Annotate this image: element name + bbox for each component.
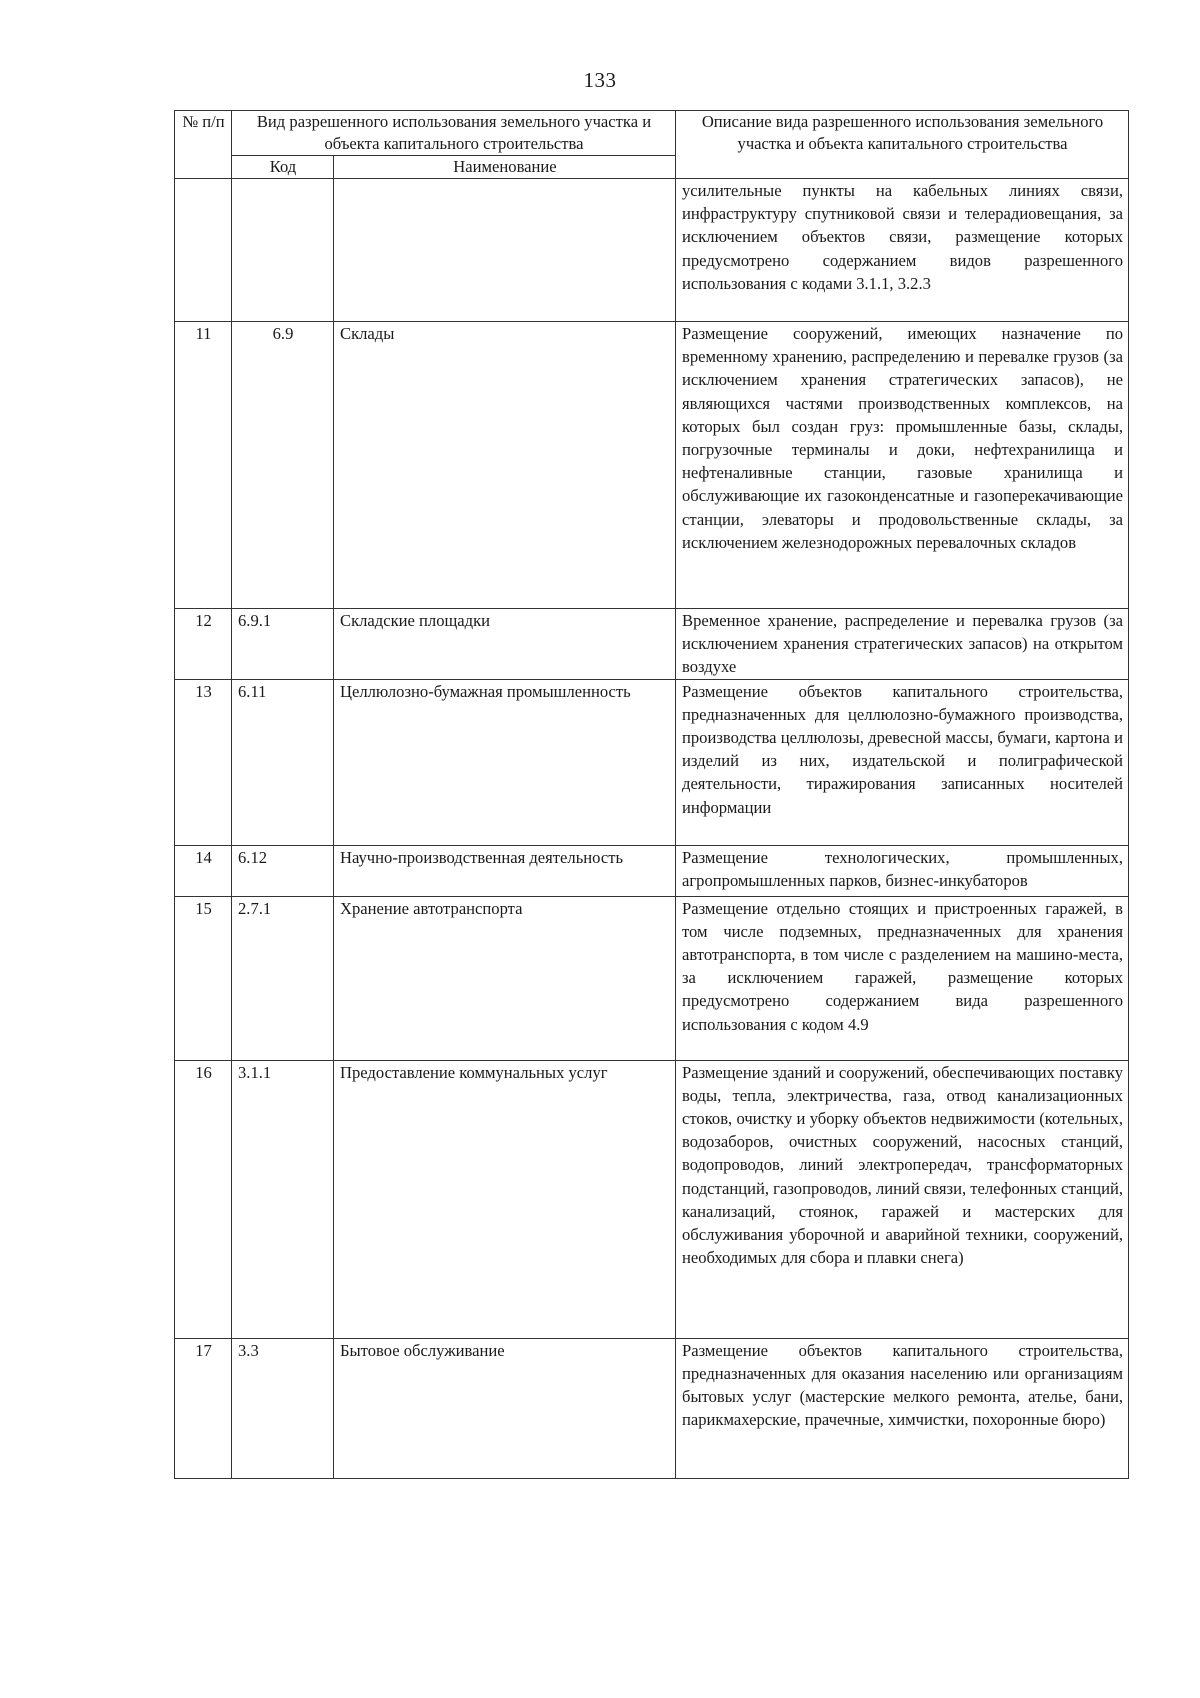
row-name: Научно-производственная деятельность — [334, 845, 676, 896]
row-description: Размещение сооружений, имеющих назначение по временному хранению, распределению и перевалке грузов (за исключением хранения стратегических запасов), не являющихся частями производственных комплексов, на которых был создан груз: промышленные базы, склады, погрузочные терминалы и доки, нефтехранилища и нефтеналивные станции, газовые хранилища и обслуживающие их газоконденсатные и газоперекачивающие станции, элеваторы и продовольственные склады, за исключением железнодорожных перевалочных складов — [676, 322, 1129, 609]
row-code: 3.3 — [232, 1338, 334, 1478]
row-description: Размещение зданий и сооружений, обеспечивающих поставку воды, тепла, электричества, газа, отвод канализационных стоков, очистку и уборку объектов недвижимости (котельных, водозаборов, очистных сооружений, насосных станций, водопроводов, линий электропередач, трансформаторных подстанций, газопроводов, линий связи, телефонных станций, канализаций, стоянок, гаражей и мастерских для обслуживания уборочной и аварийной техники, сооружений, необходимых для сбора и плавки снега) — [676, 1060, 1129, 1338]
row-description: усилительные пункты на кабельных линиях связи, инфраструктуру спутниковой связи и телерадиовещания, за исключением объектов связи, размещение которых предусмотрено содержанием видов разрешенного использования с кодами 3.1.1, 3.2.3 — [676, 179, 1129, 322]
row-code: 6.9 — [232, 322, 334, 609]
table-row — [175, 1338, 1129, 1478]
row-num: 11 — [175, 322, 232, 609]
table-row — [175, 679, 1129, 845]
row-description: Размещение объектов капитального строительства, предназначенных для оказания населению или организациям бытовых услуг (мастерские мелкого ремонта, ателье, бани, парикмахерские, прачечные, химчистки, похоронные бюро) — [676, 1338, 1129, 1478]
row-code: 2.7.1 — [232, 896, 334, 1060]
row-code: 6.12 — [232, 845, 334, 896]
row-name: Бытовое обслуживание — [334, 1338, 676, 1478]
row-code: 3.1.1 — [232, 1060, 334, 1338]
header-num: № п/п — [175, 111, 232, 179]
row-num: 14 — [175, 845, 232, 896]
header-name: Наименование — [334, 156, 676, 179]
table-row — [175, 179, 1129, 322]
page-number: 133 — [583, 68, 617, 92]
row-name — [334, 179, 676, 322]
header-group: Вид разрешенного использования земельного участка и объекта капитального строительства — [232, 111, 676, 156]
header-description: Описание вида разрешенного использования земельного участка и объекта капитального строительства — [676, 111, 1129, 179]
row-num — [175, 179, 232, 322]
row-name: Склады — [334, 322, 676, 609]
row-description: Временное хранение, распределение и перевалка грузов (за исключением хранения стратегических запасов) на открытом воздухе — [676, 609, 1129, 680]
row-code: 6.9.1 — [232, 609, 334, 680]
table-row — [175, 322, 1129, 609]
row-description: Размещение отдельно стоящих и пристроенных гаражей, в том числе подземных, предназначенных для хранения автотранспорта, в том числе с разделением на машино-места, за исключением гаражей, размещение которых предусмотрено содержанием вида разрешенного использования с кодом 4.9 — [676, 896, 1129, 1060]
row-num: 17 — [175, 1338, 232, 1478]
row-name: Предоставление коммунальных услуг — [334, 1060, 676, 1338]
row-description: Размещение объектов капитального строительства, предназначенных для целлюлозно-бумажного производства, производства целлюлозы, древесной массы, бумаги, картона и изделий из них, издательской и полиграфической деятельности, тиражирования записанных носителей информации — [676, 679, 1129, 845]
table-row — [175, 896, 1129, 1060]
row-code: 6.11 — [232, 679, 334, 845]
table-row — [175, 1060, 1129, 1338]
row-num: 13 — [175, 679, 232, 845]
row-num: 16 — [175, 1060, 232, 1338]
table-row — [175, 609, 1129, 680]
header-code: Код — [232, 156, 334, 179]
table-row — [175, 845, 1129, 896]
row-num: 12 — [175, 609, 232, 680]
row-code — [232, 179, 334, 322]
row-name: Хранение автотранспорта — [334, 896, 676, 1060]
row-name: Целлюлозно-бумажная промышленность — [334, 679, 676, 845]
land-use-table — [174, 110, 1129, 1479]
row-num: 15 — [175, 896, 232, 1060]
row-name: Складские площадки — [334, 609, 676, 680]
row-description: Размещение технологических, промышленных, агропромышленных парков, бизнес-инкубаторов — [676, 845, 1129, 896]
